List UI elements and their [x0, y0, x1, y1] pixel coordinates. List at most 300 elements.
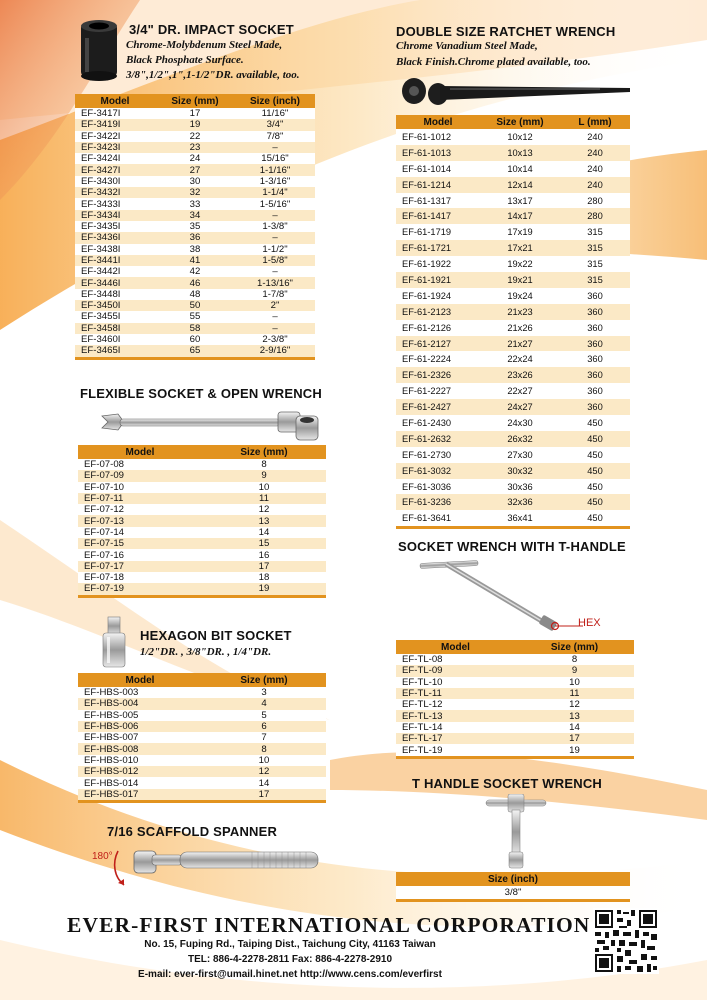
table-cell: EF-HBS-017	[78, 789, 202, 802]
col-size-mm: Size (mm)	[515, 640, 634, 654]
table-cell: 315	[560, 240, 630, 256]
flexible-table	[78, 445, 326, 598]
table-row	[396, 688, 634, 699]
col-size-mm: Size (mm)	[480, 115, 560, 129]
table-row	[396, 722, 634, 733]
table-cell: 8	[515, 654, 634, 665]
table-cell: EF-TL-10	[396, 677, 515, 688]
table-row	[396, 193, 630, 209]
table-cell: EF-HBS-006	[78, 721, 202, 732]
table-cell: 17	[202, 561, 326, 572]
table-cell: EF-3450I	[75, 300, 155, 311]
table-cell: 7	[202, 732, 326, 743]
table-cell: 19x24	[480, 288, 560, 304]
table-cell: 10	[202, 755, 326, 766]
table-cell: EF-3446I	[75, 277, 155, 288]
table-row	[396, 383, 630, 399]
table-cell: 21x27	[480, 336, 560, 352]
table-cell: 24x27	[480, 399, 560, 415]
table-cell: 35	[155, 221, 235, 232]
t-handle-socket-table	[396, 872, 630, 902]
t-handle-table	[396, 640, 634, 759]
flexible-wrench-image	[98, 408, 323, 444]
table-cell: EF-61-2224	[396, 351, 480, 367]
table-cell: 280	[560, 193, 630, 209]
table-cell: 26x32	[480, 431, 560, 447]
table-row	[396, 288, 630, 304]
table-cell: 240	[560, 161, 630, 177]
col-model: Model	[78, 445, 202, 459]
table-row	[396, 744, 634, 757]
table-cell: 21x26	[480, 320, 560, 336]
table-cell: EF-61-2427	[396, 399, 480, 415]
table-cell: 315	[560, 224, 630, 240]
table-row	[75, 210, 315, 221]
table-row	[75, 255, 315, 266]
table-row	[396, 145, 630, 161]
table-row	[396, 710, 634, 721]
table-row	[396, 208, 630, 224]
table-cell: 48	[155, 289, 235, 300]
col-size-inch: Size (inch)	[396, 872, 630, 886]
table-cell: 12	[202, 766, 326, 777]
table-cell: EF-HBS-012	[78, 766, 202, 777]
col-size-mm: Size (mm)	[202, 673, 326, 687]
table-cell: 360	[560, 288, 630, 304]
table-row	[78, 561, 326, 572]
table-row	[78, 470, 326, 481]
table-cell: 1-5/16"	[235, 198, 315, 209]
table-row	[396, 256, 630, 272]
table-row	[75, 266, 315, 277]
table-cell: –	[235, 142, 315, 153]
table-cell: EF-61-3641	[396, 510, 480, 527]
table-row	[396, 463, 630, 479]
ratchet-title: DOUBLE SIZE RATCHET WRENCH	[396, 24, 616, 39]
table-cell: EF-3423I	[75, 142, 155, 153]
table-row	[75, 289, 315, 300]
company-name: EVER-FIRST INTERNATIONAL CORPORATION	[67, 913, 591, 937]
table-cell: 1-3/8"	[235, 221, 315, 232]
table-cell: EF-61-1417	[396, 208, 480, 224]
table-cell: 14	[202, 527, 326, 538]
flexible-title: FLEXIBLE SOCKET & OPEN WRENCH	[80, 386, 322, 401]
table-cell: 240	[560, 177, 630, 193]
col-size-mm: Size (mm)	[155, 94, 235, 108]
col-size-mm: Size (mm)	[202, 445, 326, 459]
table-cell: EF-61-1921	[396, 272, 480, 288]
table-row	[396, 224, 630, 240]
col-model: Model	[78, 673, 202, 687]
impact-socket-image	[79, 18, 119, 82]
table-cell: EF-07-08	[78, 459, 202, 470]
table-cell: 46	[155, 277, 235, 288]
table-cell: 27x30	[480, 447, 560, 463]
company-phone: TEL: 886-4-2278-2811 Fax: 886-4-2278-2910	[187, 954, 393, 965]
table-cell: 2-3/8"	[235, 334, 315, 345]
table-cell: EF-07-18	[78, 572, 202, 583]
table-cell: 3/4"	[235, 119, 315, 130]
impact-socket-desc-1: Chrome-Molybdenum Steel Made,	[126, 39, 283, 51]
table-cell: EF-3448I	[75, 289, 155, 300]
table-cell: EF-3436I	[75, 232, 155, 243]
table-cell: 5	[202, 710, 326, 721]
table-cell: 38	[155, 244, 235, 255]
hex-bit-desc: 1/2"DR. , 3/8"DR. , 1/4"DR.	[140, 646, 272, 658]
table-row	[396, 161, 630, 177]
table-cell: EF-61-2123	[396, 304, 480, 320]
table-cell: 55	[155, 311, 235, 322]
table-cell: 1-1/16"	[235, 164, 315, 175]
table-cell: EF-TL-09	[396, 665, 515, 676]
table-cell: 32	[155, 187, 235, 198]
table-cell: 450	[560, 415, 630, 431]
table-cell: EF-07-09	[78, 470, 202, 481]
table-cell: EF-07-13	[78, 515, 202, 526]
table-row	[78, 777, 326, 788]
col-length-mm: L (mm)	[560, 115, 630, 129]
table-cell: 240	[560, 145, 630, 161]
table-cell: 13	[515, 710, 634, 721]
table-row	[75, 153, 315, 164]
table-cell: 450	[560, 447, 630, 463]
table-row	[78, 583, 326, 596]
table-cell: EF-3419I	[75, 119, 155, 130]
table-row	[396, 886, 630, 901]
table-cell: EF-61-1924	[396, 288, 480, 304]
table-cell: EF-TL-14	[396, 722, 515, 733]
table-row	[78, 482, 326, 493]
table-cell: 14	[515, 722, 634, 733]
table-row	[78, 710, 326, 721]
table-cell: EF-HBS-005	[78, 710, 202, 721]
impact-socket-table	[75, 94, 315, 360]
table-cell: 1-1/2"	[235, 244, 315, 255]
table-cell: 18	[202, 572, 326, 583]
table-row	[396, 351, 630, 367]
table-cell: 360	[560, 399, 630, 415]
table-cell: 22x27	[480, 383, 560, 399]
table-cell: 360	[560, 367, 630, 383]
table-cell: 2-9/16"	[235, 345, 315, 358]
table-cell: 19	[515, 744, 634, 757]
table-row	[78, 504, 326, 515]
table-cell: EF-61-2430	[396, 415, 480, 431]
company-contact: E-mail: ever-first@umail.hinet.net http://www.cens.com/everfirst	[138, 969, 442, 980]
table-cell: 360	[560, 320, 630, 336]
table-cell: 27	[155, 164, 235, 175]
col-size-inch: Size (inch)	[235, 94, 315, 108]
table-cell: 450	[560, 463, 630, 479]
table-cell: EF-61-3032	[396, 463, 480, 479]
scaffold-spanner-image	[112, 843, 330, 893]
table-cell: 11	[515, 688, 634, 699]
table-row	[75, 232, 315, 243]
table-cell: 41	[155, 255, 235, 266]
table-cell: 12	[202, 504, 326, 515]
table-cell: EF-61-1721	[396, 240, 480, 256]
ratchet-table	[396, 115, 630, 529]
table-cell: EF-HBS-007	[78, 732, 202, 743]
table-cell: 4	[202, 698, 326, 709]
table-cell: EF-3417I	[75, 108, 155, 119]
table-cell: 22	[155, 131, 235, 142]
table-cell: EF-07-19	[78, 583, 202, 596]
table-cell: 30	[155, 176, 235, 187]
table-cell: EF-61-2227	[396, 383, 480, 399]
table-cell: 12	[515, 699, 634, 710]
table-cell: 60	[155, 334, 235, 345]
table-cell: 17x21	[480, 240, 560, 256]
table-row	[78, 755, 326, 766]
table-row	[75, 142, 315, 153]
rotation-angle-label: 180°	[92, 851, 113, 862]
table-cell: 16	[202, 549, 326, 560]
table-cell: –	[235, 210, 315, 221]
table-cell: EF-TL-19	[396, 744, 515, 757]
table-cell: EF-61-2127	[396, 336, 480, 352]
table-cell: 42	[155, 266, 235, 277]
table-cell: 33	[155, 198, 235, 209]
table-row	[396, 304, 630, 320]
table-row	[78, 538, 326, 549]
table-cell: 19x21	[480, 272, 560, 288]
table-cell: EF-61-1214	[396, 177, 480, 193]
table-row	[396, 240, 630, 256]
table-cell: EF-61-2632	[396, 431, 480, 447]
table-cell: EF-TL-12	[396, 699, 515, 710]
table-cell: EF-3458I	[75, 323, 155, 334]
table-cell: 30x32	[480, 463, 560, 479]
t-handle-title: SOCKET WRENCH WITH T-HANDLE	[398, 539, 626, 554]
table-cell: 3/8"	[396, 886, 630, 901]
table-row	[75, 198, 315, 209]
impact-socket-title: 3/4" DR. IMPACT SOCKET	[129, 22, 294, 37]
table-cell: EF-61-2730	[396, 447, 480, 463]
table-row	[75, 300, 315, 311]
table-cell: 36x41	[480, 510, 560, 527]
table-cell: 7/8"	[235, 131, 315, 142]
table-cell: 50	[155, 300, 235, 311]
table-cell: 450	[560, 431, 630, 447]
table-cell: 23	[155, 142, 235, 153]
table-cell: 8	[202, 459, 326, 470]
table-row	[78, 743, 326, 754]
table-cell: 14x17	[480, 208, 560, 224]
hex-bit-title: HEXAGON BIT SOCKET	[140, 628, 292, 643]
impact-socket-desc-3: 3/8",1/2",1",1-1/2"DR. available, too.	[126, 69, 300, 81]
table-cell: EF-HBS-008	[78, 743, 202, 754]
table-row	[396, 699, 634, 710]
ratchet-desc-2: Black Finish.Chrome plated available, too.	[396, 56, 591, 68]
ratchet-wrench-image	[400, 74, 632, 108]
table-row	[75, 187, 315, 198]
ratchet-desc-1: Chrome Vanadium Steel Made,	[396, 40, 538, 52]
table-cell: 11	[202, 493, 326, 504]
table-row	[78, 572, 326, 583]
table-cell: 1-3/16"	[235, 176, 315, 187]
t-handle-socket-image	[484, 794, 548, 870]
table-cell: –	[235, 323, 315, 334]
table-row	[78, 549, 326, 560]
table-cell: 65	[155, 345, 235, 358]
table-cell: 6	[202, 721, 326, 732]
table-cell: –	[235, 311, 315, 322]
table-cell: EF-61-1922	[396, 256, 480, 272]
table-cell: EF-07-15	[78, 538, 202, 549]
table-row	[78, 687, 326, 698]
hex-bit-socket-image	[100, 615, 128, 671]
table-cell: EF-3422I	[75, 131, 155, 142]
table-cell: EF-3438I	[75, 244, 155, 255]
table-cell: 24	[155, 153, 235, 164]
scaffold-title: 7/16 SCAFFOLD SPANNER	[107, 824, 278, 839]
t-handle-socket-title: T HANDLE SOCKET WRENCH	[412, 776, 603, 791]
table-cell: 450	[560, 510, 630, 527]
table-cell: 19	[202, 583, 326, 596]
table-cell: 360	[560, 383, 630, 399]
table-cell: EF-61-1014	[396, 161, 480, 177]
col-model: Model	[396, 115, 480, 129]
table-row	[75, 244, 315, 255]
table-cell: EF-61-1719	[396, 224, 480, 240]
table-cell: EF-TL-11	[396, 688, 515, 699]
table-cell: –	[235, 232, 315, 243]
table-row	[396, 336, 630, 352]
hex-bit-table	[78, 673, 326, 803]
impact-socket-desc-2: Black Phosphate Surface.	[126, 54, 244, 66]
table-cell: 11/16"	[235, 108, 315, 119]
table-cell: 19x22	[480, 256, 560, 272]
table-cell: EF-3460I	[75, 334, 155, 345]
table-cell: EF-3433I	[75, 198, 155, 209]
table-row	[75, 131, 315, 142]
table-row	[75, 108, 315, 119]
table-cell: EF-HBS-010	[78, 755, 202, 766]
table-cell: 10x14	[480, 161, 560, 177]
table-cell: 30x36	[480, 479, 560, 495]
table-cell: 280	[560, 208, 630, 224]
table-cell: EF-TL-08	[396, 654, 515, 665]
table-cell: 450	[560, 494, 630, 510]
table-cell: 32x36	[480, 494, 560, 510]
table-cell: 17	[202, 789, 326, 802]
table-row	[75, 176, 315, 187]
table-cell: EF-61-1012	[396, 129, 480, 145]
table-row	[396, 367, 630, 383]
table-cell: 2"	[235, 300, 315, 311]
table-cell: 360	[560, 351, 630, 367]
col-model: Model	[75, 94, 155, 108]
hex-label: HEX	[578, 617, 601, 629]
table-cell: 10	[202, 482, 326, 493]
table-cell: 22x24	[480, 351, 560, 367]
table-cell: EF-3430I	[75, 176, 155, 187]
table-cell: 17x19	[480, 224, 560, 240]
table-cell: EF-3424I	[75, 153, 155, 164]
table-cell: EF-TL-17	[396, 733, 515, 744]
col-model: Model	[396, 640, 515, 654]
table-cell: EF-61-3236	[396, 494, 480, 510]
table-cell: 34	[155, 210, 235, 221]
table-row	[396, 665, 634, 676]
table-row	[396, 177, 630, 193]
table-cell: 36	[155, 232, 235, 243]
qr-code	[593, 908, 659, 974]
table-cell: 23x26	[480, 367, 560, 383]
table-cell: 10x12	[480, 129, 560, 145]
table-cell: 9	[515, 665, 634, 676]
table-row	[396, 129, 630, 145]
table-cell: EF-3465I	[75, 345, 155, 358]
table-row	[396, 654, 634, 665]
table-cell: 17	[515, 733, 634, 744]
table-row	[75, 345, 315, 358]
table-row	[78, 732, 326, 743]
table-cell: 315	[560, 272, 630, 288]
table-cell: EF-HBS-003	[78, 687, 202, 698]
table-cell: EF-07-12	[78, 504, 202, 515]
table-row	[396, 431, 630, 447]
table-cell: 17	[155, 108, 235, 119]
table-cell: 1-5/8"	[235, 255, 315, 266]
table-cell: 450	[560, 479, 630, 495]
table-cell: EF-3435I	[75, 221, 155, 232]
table-cell: 1-1/4"	[235, 187, 315, 198]
table-cell: EF-3432I	[75, 187, 155, 198]
table-row	[396, 510, 630, 527]
table-cell: 360	[560, 336, 630, 352]
table-cell: 360	[560, 304, 630, 320]
table-cell: –	[235, 266, 315, 277]
table-cell: EF-07-16	[78, 549, 202, 560]
table-row	[75, 119, 315, 130]
table-cell: 24x30	[480, 415, 560, 431]
table-row	[78, 766, 326, 777]
table-cell: EF-3427I	[75, 164, 155, 175]
table-cell: 19	[155, 119, 235, 130]
table-cell: EF-07-17	[78, 561, 202, 572]
table-row	[78, 515, 326, 526]
table-cell: 8	[202, 743, 326, 754]
table-cell: EF-07-11	[78, 493, 202, 504]
table-cell: EF-07-14	[78, 527, 202, 538]
table-cell: 10x13	[480, 145, 560, 161]
table-cell: EF-3434I	[75, 210, 155, 221]
table-row	[396, 320, 630, 336]
table-cell: 1-7/8"	[235, 289, 315, 300]
table-cell: 15	[202, 538, 326, 549]
table-cell: 1-13/16"	[235, 277, 315, 288]
table-cell: 9	[202, 470, 326, 481]
table-cell: 13x17	[480, 193, 560, 209]
table-row	[75, 323, 315, 334]
table-cell: EF-3441I	[75, 255, 155, 266]
table-cell: 21x23	[480, 304, 560, 320]
table-row	[75, 164, 315, 175]
table-cell: 13	[202, 515, 326, 526]
table-row	[75, 277, 315, 288]
table-cell: EF-61-1013	[396, 145, 480, 161]
table-cell: EF-61-1317	[396, 193, 480, 209]
table-cell: 58	[155, 323, 235, 334]
t-handle-wrench-image	[410, 558, 570, 636]
table-row	[396, 677, 634, 688]
table-row	[78, 789, 326, 802]
table-cell: 10	[515, 677, 634, 688]
table-cell: EF-3442I	[75, 266, 155, 277]
table-cell: EF-TL-13	[396, 710, 515, 721]
